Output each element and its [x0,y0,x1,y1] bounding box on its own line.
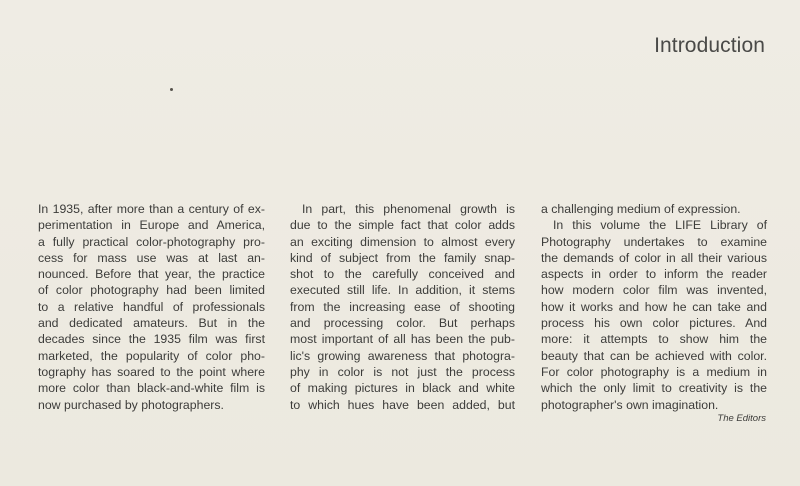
page-title: Introduction [654,34,765,57]
text-line: of making pictures in black and white [290,381,515,396]
text-line: cess for mass use was at last an- [38,250,265,265]
text-line: more: it attempts to show him the [541,332,767,347]
text-column-1 [38,201,265,413]
text-column-3 [541,201,767,413]
text-line: kind of subject from the family snap- [290,250,515,265]
text-line: to which hues have been added, but [290,397,515,412]
text-line: a challenging medium of expression. [541,202,741,216]
text-line: perimentation in Europe and America, [38,218,265,233]
text-line: due to the simple fact that color adds [290,218,515,233]
text-line: how modern color film was invented, [541,283,767,298]
text-line: shot to the carefully conceived and [290,267,515,282]
text-line: photographer's own imagination. [541,397,719,412]
text-line: nounced. Before that year, the practice [38,267,265,282]
text-line: an exciting dimension to almost every [290,234,515,249]
text-line: tography has soared to the point where [38,364,265,379]
text-line: of color photography had been limited [38,283,265,298]
text-line: how it works and how he can take and [541,299,767,314]
text-line: For color photography is a medium in [541,364,767,379]
text-line: more color than black-and-white film is [38,381,265,396]
text-line: In part, this phenomenal growth is [302,202,515,216]
text-line: beauty that can be achieved with color. [541,348,767,363]
text-line: executed still life. In addition, it stems [290,283,515,298]
text-line: Photography undertakes to examine [541,234,767,249]
text-line: marketed, the popularity of color pho- [38,348,265,363]
text-line: phy in color is not just the process [290,364,515,379]
print-speck [170,88,173,91]
text-line: In 1935, after more than a century of ex- [38,202,265,216]
text-line: In this volume the LIFE Library of [553,218,767,233]
text-line: process his own color pictures. And [541,316,767,331]
text-line: decades since the 1935 film was first [38,332,265,347]
signature: The Editors [717,413,766,424]
text-line: now purchased by photographers. [38,397,224,412]
text-line: to a relative handful of professionals [38,299,265,314]
text-line: and processing color. But perhaps [290,316,515,331]
text-line: aspects in order to inform the reader [541,267,767,282]
text-line: most important of all has been the pub- [290,332,515,347]
text-line: lic's growing awareness that photogra- [290,348,515,363]
text-line: a fully practical color-photography pro- [38,234,265,249]
text-line: which the only limit to creativity is the [541,381,767,396]
text-line: and dedicated amateurs. But in the [38,316,265,331]
text-line: the demands of color in all their various [541,250,767,265]
text-column-2 [290,201,515,413]
text-line: from the increasing ease of shooting [290,299,515,314]
